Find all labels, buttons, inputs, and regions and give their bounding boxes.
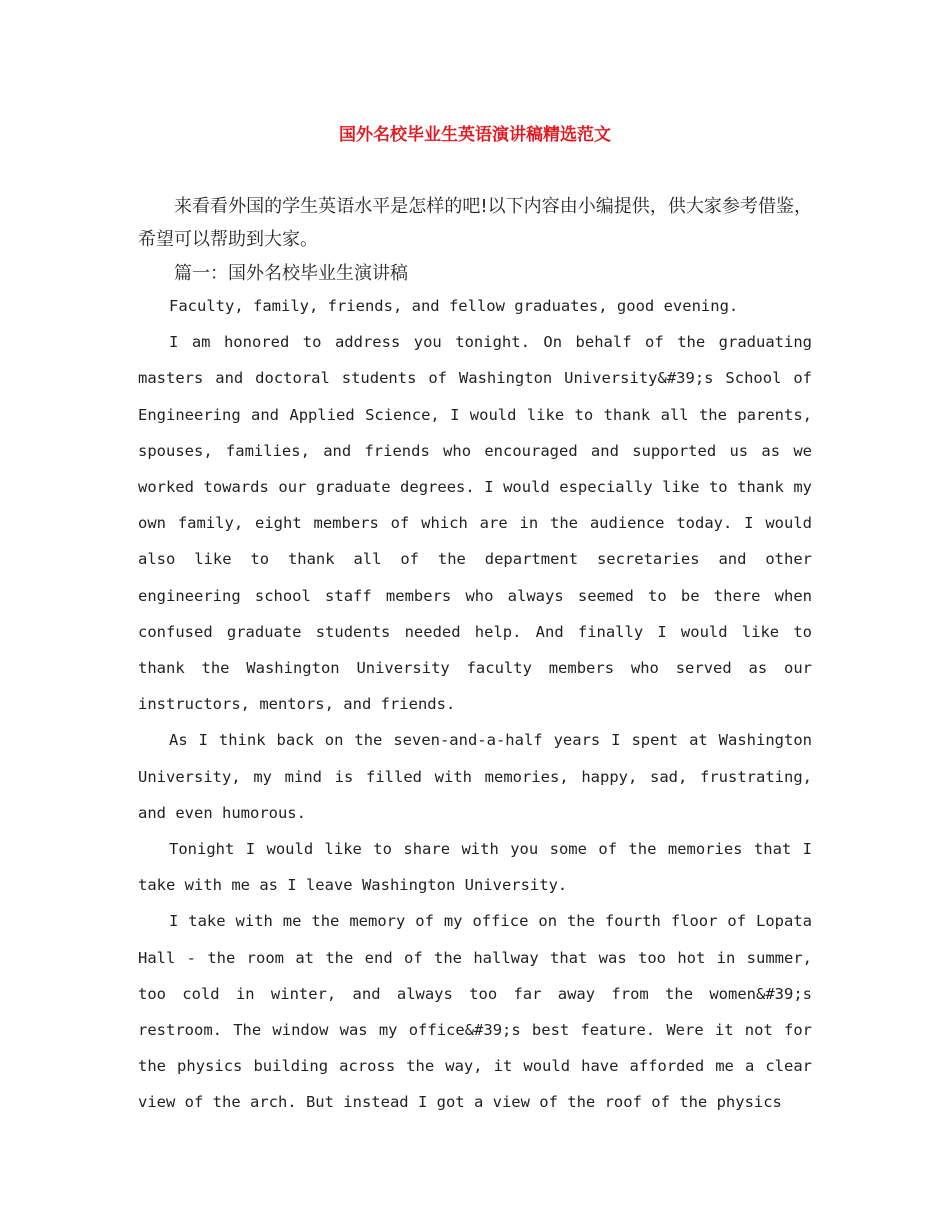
body-paragraph-2: As I think back on the seven-and-a-half years I spent at Washington University, my mind is filled with memories, happy, sad, frustrating, and even humorous. xyxy=(138,731,812,822)
document-body xyxy=(138,190,812,1121)
document-title: 国外名校毕业生英语演讲稿精选范文 xyxy=(339,125,611,145)
body-paragraph-4: I take with me the memory of my office on the fourth floor of Lopata Hall - the room at the end of the hallway that was too hot in summer, too cold in winter, and always too far away from the women&#39;s restroom. The window was my office&#39;s best feature. Were it not for the physics building across the way, it would have afforded me a clear view of the arch. But instead I got a view of the roof of the physics xyxy=(138,912,812,1112)
intro-paragraph: 来看看外国的学生英语水平是怎样的吧!以下内容由小编提供，供大家参考借鉴，希望可以帮助到大家。 xyxy=(138,196,812,250)
body-paragraph-1: I am honored to address you tonight. On behalf of the graduating masters and doctoral students of Washington University&#39;s School of Engineering and Applied Science, I would like to thank all the parents, spouses, families, and friends who encouraged and supported us as we worked towards our graduate degrees. I would especially like to thank my own family, eight members of which are in the audience today. I would also like to thank all of the department secretaries and other engineering school staff members who always seemed to be there when confused graduate students needed help. And finally I would like to thank the Washington University faculty members who served as our instructors, mentors, and friends. xyxy=(138,333,812,714)
body-paragraph-3: Tonight I would like to share with you some of the memories that I take with me as I leave Washington University. xyxy=(138,840,812,895)
section-heading: 篇一：国外名校毕业生演讲稿 xyxy=(174,263,408,284)
greeting-line: Faculty, family, friends, and fellow graduates, good evening. xyxy=(169,297,739,315)
